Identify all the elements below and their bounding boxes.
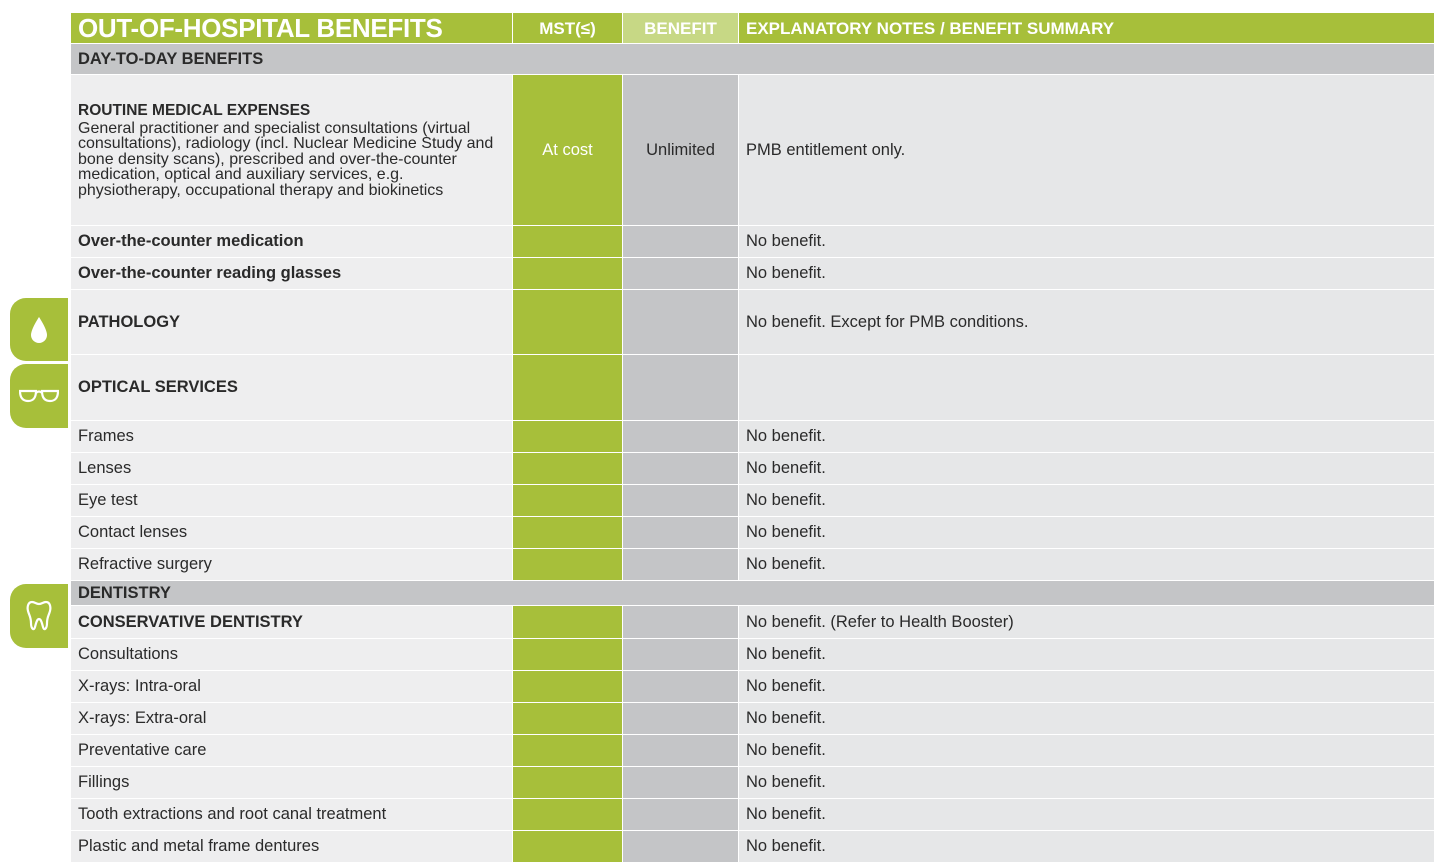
section-day-to-day: DAY-TO-DAY BENEFITS [71,44,1434,75]
row-label: Refractive surgery [71,549,513,581]
benefit-value [623,421,739,453]
mst-value [513,453,623,485]
table-header [71,13,1434,44]
note-value: No benefit. [739,767,1434,799]
mst-value [513,735,623,767]
benefit-value [623,639,739,671]
notes-column-header: EXPLANATORY NOTES / BENEFIT SUMMARY [739,13,1434,44]
benefit-value: Unlimited [623,75,739,226]
row-label: Contact lenses [71,517,513,549]
mst-value [513,606,623,639]
note-value: No benefit. [739,799,1434,831]
note-value: No benefit. [739,226,1434,258]
note-value: No benefit. [739,639,1434,671]
table-row [71,517,1434,549]
note-value: No benefit. [739,453,1434,485]
section-row [71,44,1434,75]
note-value: No benefit. [739,703,1434,735]
benefit-value [623,258,739,290]
mst-value [513,226,623,258]
benefit-value [623,606,739,639]
table-row [71,290,1434,355]
benefit-value [623,671,739,703]
note-value [739,355,1434,421]
drop-icon [28,315,50,345]
note-value: No benefit. [739,421,1434,453]
mst-value [513,639,623,671]
row-label: Over-the-counter medication [71,226,513,258]
table-row [71,485,1434,517]
benefit-value [623,703,739,735]
row-label: Tooth extractions and root canal treatment [71,799,513,831]
table-row [71,831,1434,863]
benefit-value [623,517,739,549]
row-label: Preventative care [71,735,513,767]
note-value: No benefit. [739,549,1434,581]
table-row [71,549,1434,581]
benefit-value [623,290,739,355]
note-value: No benefit. Except for PMB conditions. [739,290,1434,355]
benefit-value [623,831,739,863]
mst-column-header: MST(≤) [513,13,623,44]
mst-value [513,485,623,517]
table-row [71,767,1434,799]
mst-value [513,703,623,735]
mst-value: At cost [513,75,623,226]
glasses-icon [19,387,59,405]
note-value: No benefit. [739,831,1434,863]
tooth-icon [26,599,52,633]
row-label: OPTICAL SERVICES [71,355,513,421]
benefit-value [623,735,739,767]
routine-medical-cell [71,75,513,226]
page-title: OUT-OF-HOSPITAL BENEFITS [71,13,513,44]
table-row [71,258,1434,290]
benefit-value [623,485,739,517]
routine-medical-title: ROUTINE MEDICAL EXPENSES [78,101,311,119]
table-row [71,355,1434,421]
table-row [71,639,1434,671]
row-label: Frames [71,421,513,453]
note-value: No benefit. [739,485,1434,517]
note-value: No benefit. [739,671,1434,703]
table-row [71,453,1434,485]
section-row [71,581,1434,606]
benefit-column-header: BENEFIT [623,13,739,44]
note-value: No benefit. [739,258,1434,290]
table-row [71,75,1434,226]
benefit-value [623,226,739,258]
note-value: No benefit. [739,517,1434,549]
note-value: No benefit. (Refer to Health Booster) [739,606,1434,639]
mst-value [513,549,623,581]
row-label: Plastic and metal frame dentures [71,831,513,863]
note-value: PMB entitlement only. [739,75,1434,226]
benefits-table [70,12,1434,863]
mst-value [513,258,623,290]
benefit-value [623,799,739,831]
table-row [71,735,1434,767]
table-row [71,421,1434,453]
row-label: Consultations [71,639,513,671]
mst-value [513,831,623,863]
table-row [71,703,1434,735]
row-label: X-rays: Intra-oral [71,671,513,703]
mst-value [513,290,623,355]
benefit-value [623,453,739,485]
row-label: Eye test [71,485,513,517]
mst-value [513,671,623,703]
mst-value [513,767,623,799]
mst-value [513,355,623,421]
mst-value [513,421,623,453]
mst-value [513,799,623,831]
benefit-value [623,767,739,799]
row-label: PATHOLOGY [71,290,513,355]
table-row [71,799,1434,831]
table-row [71,226,1434,258]
row-label: Fillings [71,767,513,799]
row-label: X-rays: Extra-oral [71,703,513,735]
row-label: CONSERVATIVE DENTISTRY [71,606,513,639]
pathology-tab [10,298,68,361]
routine-medical-description: General practitioner and specialist consultations (virtual consultations), radiology (incl. Nuclear Medicine Study and bone density scans), prescribed and over-the-counter medication, optical and auxiliary services, e.g. physiotherapy, occupational therapy and biokinetics [78,119,494,199]
optical-tab [10,364,68,428]
benefit-value [623,549,739,581]
benefit-value [623,355,739,421]
note-value: No benefit. [739,735,1434,767]
row-label: Over-the-counter reading glasses [71,258,513,290]
table-row [71,606,1434,639]
dentistry-tab [10,584,68,648]
section-dentistry: DENTISTRY [71,581,1434,606]
row-label: Lenses [71,453,513,485]
table-row [71,671,1434,703]
mst-value [513,517,623,549]
